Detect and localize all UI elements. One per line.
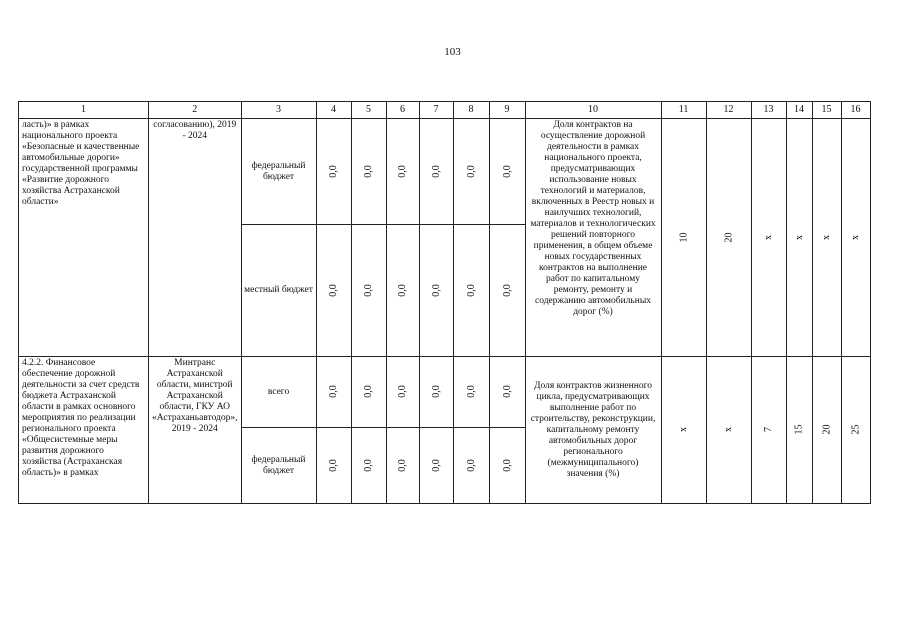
funding-value: 0,0 xyxy=(465,385,477,398)
funding-value: 0,0 xyxy=(397,164,409,178)
target-value: 20 xyxy=(723,232,735,242)
target-value: x xyxy=(821,234,833,240)
funding-value: 0,0 xyxy=(397,283,409,297)
funding-value: 0,0 xyxy=(430,164,442,178)
funding-value: 0,0 xyxy=(501,385,513,398)
col-header: 9 xyxy=(489,102,525,119)
target-value: 7 xyxy=(763,427,775,432)
funding-value: 0,0 xyxy=(363,283,375,297)
target-value: 15 xyxy=(793,424,805,435)
col-header: 11 xyxy=(661,102,706,119)
funding-value: 0,0 xyxy=(328,385,340,398)
col-header: 10 xyxy=(525,102,661,119)
funding-value: 0,0 xyxy=(465,164,477,178)
indicator-text: Доля контрактов на осуществление дорожной деятельности в рамках национального проекта, предусматривающих использование новых технологий и материалов, включенных в Реестр новых и наилучших технологий, материалов и технологических решений повторного применения, в общем объеме новых государственных контрактов на выполнение работ по капитальному ремонту, ремонту и содержанию автомобильных дорог (%) xyxy=(525,119,661,357)
funding-value: 0,0 xyxy=(397,458,409,472)
col-header: 16 xyxy=(841,102,870,119)
col-header: 15 xyxy=(812,102,841,119)
activity-name: ласть)» в рамках национального проекта «Безопасные и качественные автомобильные дороги» государственной программы «Развитие дорожного хозяйства Астраханской области» xyxy=(19,119,149,357)
target-value: x xyxy=(678,427,690,432)
executor-term: Минтранс Астраханской области, минстрой Астраханской области, ГКУ АО «Астраханьавтодор», 2019 - 2024 xyxy=(149,357,242,504)
funding-value: 0,0 xyxy=(430,458,442,472)
funding-source: местный бюджет xyxy=(241,225,316,357)
col-header: 7 xyxy=(419,102,453,119)
col-header: 5 xyxy=(351,102,386,119)
funding-source: всего xyxy=(241,357,316,428)
target-value: 10 xyxy=(678,232,690,242)
col-header: 3 xyxy=(241,102,316,119)
page-number: 103 xyxy=(444,46,461,58)
target-value: x xyxy=(850,234,862,240)
funding-value: 0,0 xyxy=(363,164,375,178)
funding-value: 0,0 xyxy=(328,283,340,297)
col-header: 6 xyxy=(386,102,419,119)
program-table xyxy=(18,101,871,504)
funding-value: 0,0 xyxy=(465,283,477,297)
col-header: 4 xyxy=(316,102,351,119)
target-value: x xyxy=(763,234,775,240)
funding-value: 0,0 xyxy=(501,283,513,297)
target-value: x xyxy=(723,427,735,432)
funding-source: федеральный бюджет xyxy=(241,428,316,504)
funding-value: 0,0 xyxy=(430,385,442,398)
funding-value: 0,0 xyxy=(328,458,340,472)
col-header: 1 xyxy=(19,102,149,119)
funding-value: 0,0 xyxy=(363,458,375,472)
col-header: 13 xyxy=(751,102,786,119)
funding-source: федеральный бюджет xyxy=(241,119,316,225)
target-value: 25 xyxy=(850,424,862,435)
funding-value: 0,0 xyxy=(501,164,513,178)
funding-value: 0,0 xyxy=(501,458,513,472)
table-row xyxy=(19,357,871,428)
funding-value: 0,0 xyxy=(430,283,442,297)
funding-value: 0,0 xyxy=(363,385,375,398)
col-header: 14 xyxy=(786,102,812,119)
col-header: 2 xyxy=(149,102,242,119)
funding-value: 0,0 xyxy=(328,164,340,178)
col-header: 12 xyxy=(706,102,751,119)
target-value: x xyxy=(793,234,805,240)
indicator-text: Доля контрактов жизненного цикла, предусматривающих выполнение работ по строительству, реконструкции, капитальному ремонту автомобильных дорог регионального (межмуниципального) значения (%) xyxy=(525,357,661,504)
funding-value: 0,0 xyxy=(397,385,409,398)
executor-term: согласованию), 2019 - 2024 xyxy=(149,119,242,357)
funding-value: 0,0 xyxy=(465,458,477,472)
activity-name: 4.2.2. Финансовое обеспечение дорожной деятельности за счет средств бюджета Астраханской области в рамках основного мероприятия по реализации регионального проекта «Общесистемные меры развития дорожного хозяйства (Астраханская область)» в рамках xyxy=(19,357,149,504)
column-number-row xyxy=(19,102,871,119)
target-value: 20 xyxy=(821,424,833,435)
col-header: 8 xyxy=(453,102,489,119)
table-row xyxy=(19,119,871,225)
